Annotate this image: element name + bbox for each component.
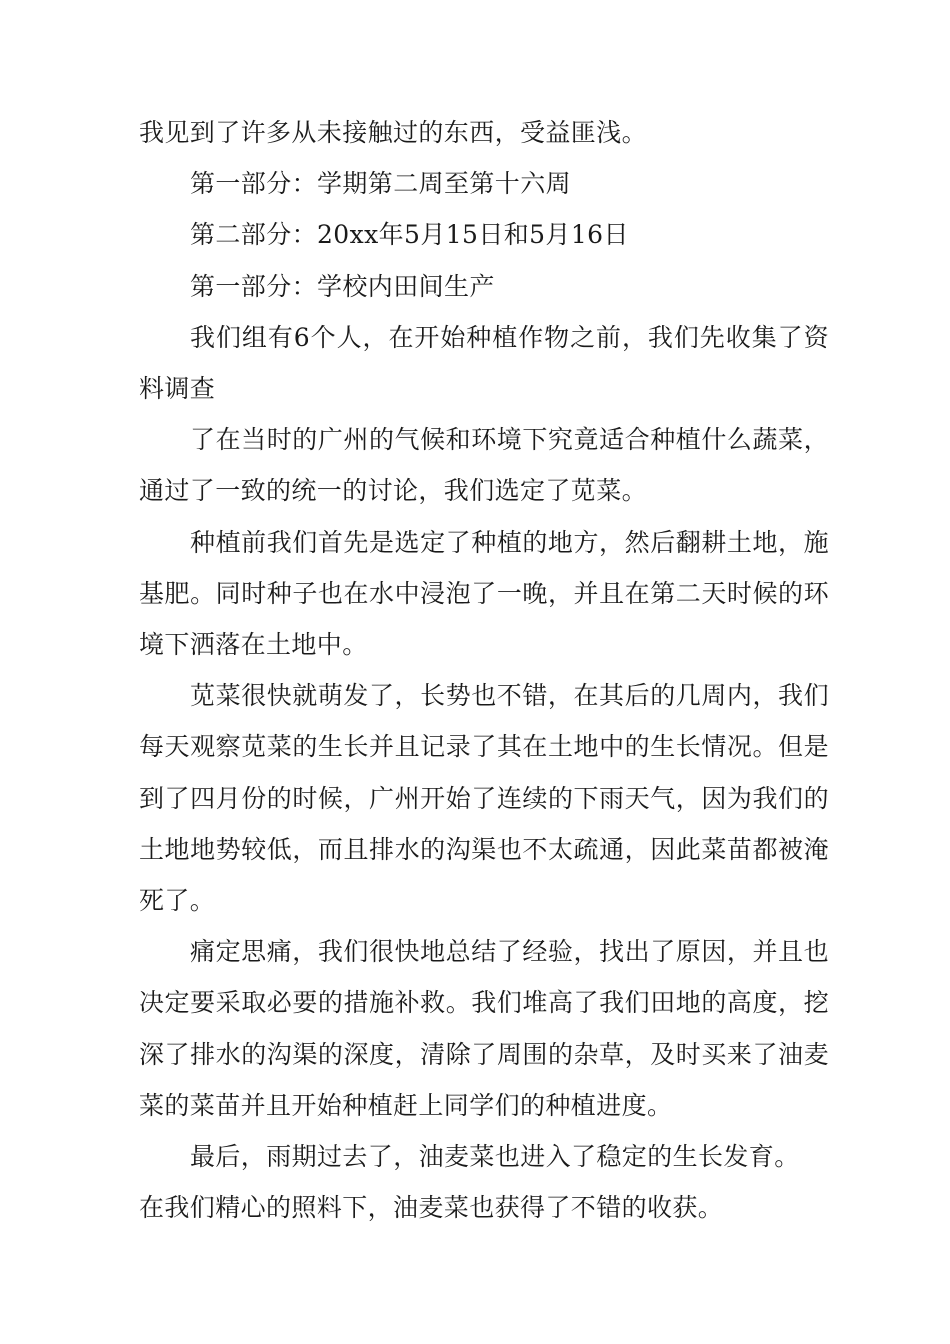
paragraph-7: 种植前我们首先是选定了种植的地方，然后翻耕土地，施基肥。同时种子也在水中浸泡了一晚，并且在第二天时候的环境下洒落在土地中。	[139, 527, 829, 660]
paragraph-8: 苋菜很快就萌发了，长势也不错，在其后的几周内，我们每天观察苋菜的生长并且记录了其在土地中的生长情况。但是到了四月份的时候，广州开始了连续的下雨天气，因为我们的土地地势较低，而且排水的沟渠也不太疏通，因此菜苗都被淹死了。	[139, 681, 829, 916]
paragraph-4: 第一部分：学校内田间生产	[190, 271, 495, 301]
paragraph-1: 我见到了许多从未接触过的东西，受益匪浅。	[139, 118, 648, 147]
paragraph-2: 第一部分：学期第二周至第十六周	[190, 169, 572, 199]
paragraph-9: 痛定思痛，我们很快地总结了经验，找出了原因，并且也决定要采取必要的措施补救。我们堆高了我们田地的高度，挖深了排水的沟渠的深度，清除了周围的杂草，及时买来了油麦菜的菜苗并且开始种植赶上同学们的种植进度。	[139, 937, 829, 1120]
paragraph-10: 最后，雨期过去了，油麦菜也进入了稳定的生长发育。	[190, 1142, 800, 1172]
paragraph-5: 我们组有6个人，在开始种植作物之前，我们先收集了资料调查	[139, 322, 829, 404]
paragraph-3: 第二部分：20xx年5月15日和5月16日	[190, 220, 629, 250]
paragraph-11: 在我们精心的照料下，油麦菜也获得了不错的收获。	[139, 1193, 724, 1223]
paragraph-6: 了在当时的广州的气候和环境下究竟适合种植什么蔬菜，通过了一致的统一的讨论，我们选定了苋菜。	[139, 425, 829, 506]
document-body	[139, 107, 829, 1233]
